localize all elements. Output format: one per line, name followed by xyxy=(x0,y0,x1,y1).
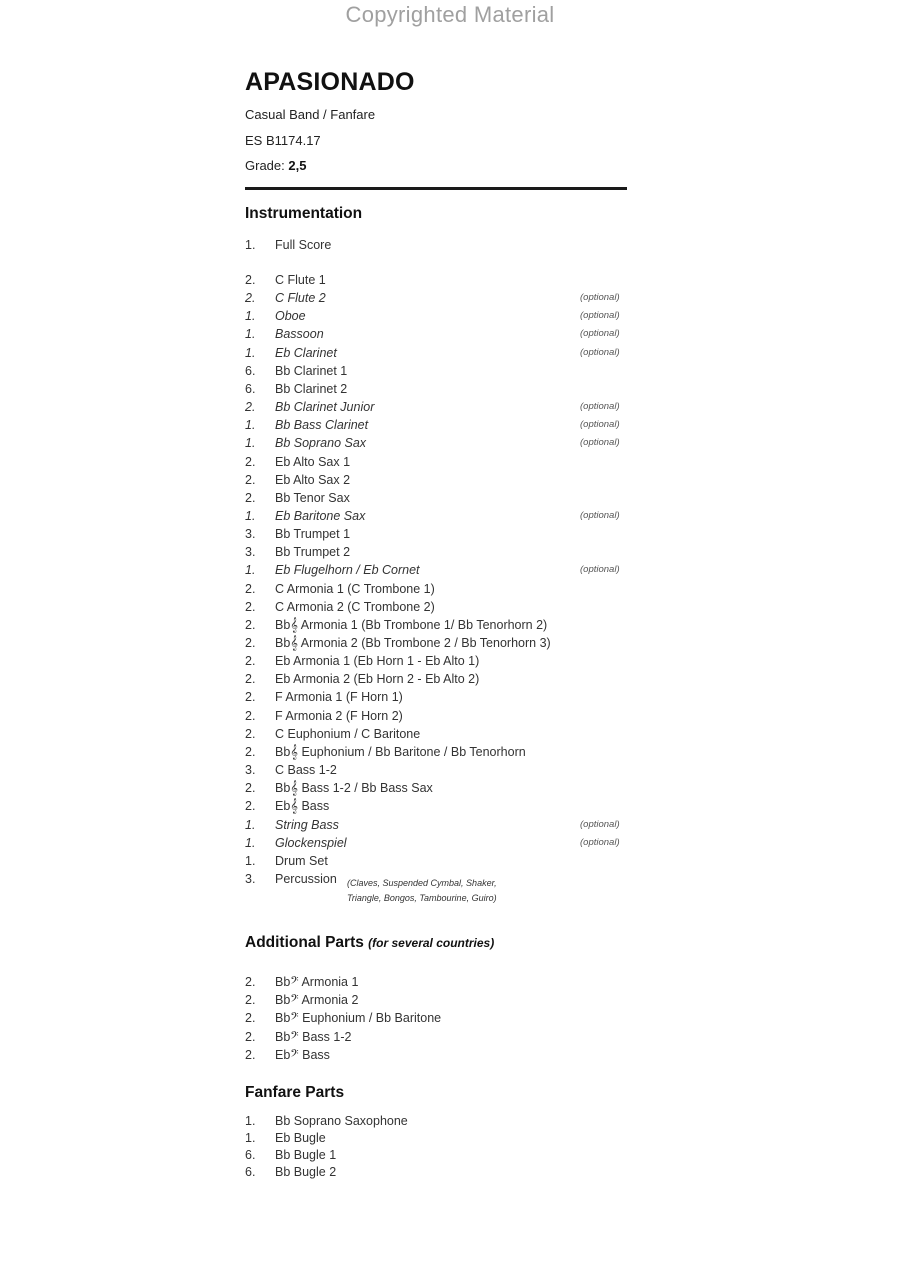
list-item xyxy=(245,652,645,670)
part-name xyxy=(275,852,328,870)
part-label: Bb Clarinet Junior xyxy=(275,400,375,415)
list-item xyxy=(245,852,645,870)
list-item xyxy=(245,362,645,380)
list-item xyxy=(245,816,645,834)
list-item xyxy=(245,434,645,452)
part-label: Euphonium / Bb Baritone / Bb Tenorhorn xyxy=(301,744,526,759)
list-item xyxy=(245,707,645,725)
part-name xyxy=(275,1163,336,1181)
optional-tag: (optional) xyxy=(580,346,620,358)
optional-tag: (optional) xyxy=(580,509,620,521)
key-prefix: Bb xyxy=(275,1029,291,1044)
part-label: Bass xyxy=(302,1047,330,1062)
part-label: Bass 1-2 xyxy=(302,1029,352,1044)
part-count: 2. xyxy=(245,1029,256,1044)
list-item xyxy=(245,616,645,634)
list-item xyxy=(245,344,645,362)
part-name xyxy=(275,761,337,779)
optional-tag: (optional) xyxy=(580,401,620,413)
additional-parts-heading xyxy=(245,934,494,952)
part-label: Bb Tenor Sax xyxy=(275,490,350,505)
treble-clef-icon: 𝄞 xyxy=(290,636,298,651)
part-name xyxy=(275,525,350,543)
part-name xyxy=(275,634,551,653)
part-count: 3. xyxy=(245,527,256,542)
part-name xyxy=(275,362,347,380)
part-label: Glockenspiel xyxy=(275,835,347,850)
part-label: Euphonium / Bb Baritone xyxy=(302,1011,442,1026)
list-item xyxy=(245,1028,645,1046)
part-name xyxy=(275,1046,330,1065)
key-prefix: Eb xyxy=(275,799,291,814)
part-name xyxy=(275,1009,441,1028)
part-label: Bb Clarinet 2 xyxy=(275,381,348,396)
part-count: 1. xyxy=(245,853,256,868)
instrumentation-heading: Instrumentation xyxy=(245,205,363,222)
part-label: Bb Soprano Sax xyxy=(275,436,367,451)
part-count: 2. xyxy=(245,1047,256,1062)
part-name xyxy=(275,797,329,816)
optional-tag: (optional) xyxy=(580,836,620,848)
part-name xyxy=(275,561,420,579)
part-count: 2. xyxy=(245,654,256,669)
list-item xyxy=(245,307,645,325)
part-name xyxy=(275,344,337,362)
list-item xyxy=(245,834,645,852)
part-count: 2. xyxy=(245,799,256,814)
part-count: 2. xyxy=(245,291,256,306)
part-label: Bb Trumpet 2 xyxy=(275,545,351,560)
part-label: Eb Clarinet xyxy=(275,345,337,360)
part-count: 2. xyxy=(245,454,256,469)
part-label: Armonia 1 xyxy=(301,975,359,989)
part-count: 2. xyxy=(245,993,256,1008)
optional-tag: (optional) xyxy=(580,292,620,304)
part-name xyxy=(275,598,435,616)
part-label: Eb Armonia 1 (Eb Horn 1 - Eb Alto 1) xyxy=(275,654,480,669)
grade-label: Grade: xyxy=(245,158,285,173)
part-label: Percussion xyxy=(275,871,337,886)
part-name xyxy=(275,616,547,635)
part-count: 2. xyxy=(245,672,256,687)
part-name xyxy=(275,991,358,1010)
key-prefix: Bb xyxy=(275,636,291,650)
part-name xyxy=(275,325,324,343)
optional-tag: (optional) xyxy=(580,437,620,449)
part-name xyxy=(275,1129,326,1147)
part-label: Oboe xyxy=(275,309,306,324)
list-item xyxy=(245,507,645,525)
list-item xyxy=(245,453,645,471)
key-prefix: Bb xyxy=(275,993,291,1008)
part-name xyxy=(275,236,331,254)
part-count: 1. xyxy=(245,1114,256,1128)
part-name xyxy=(275,1146,336,1164)
piece-title: APASIONADO xyxy=(245,68,415,96)
list-item xyxy=(245,1046,645,1064)
part-label: C Armonia 2 (C Trombone 2) xyxy=(275,599,435,614)
part-label: C Armonia 1 (C Trombone 1) xyxy=(275,581,435,596)
part-count: 1. xyxy=(245,508,256,523)
part-count: 3. xyxy=(245,545,256,560)
part-name xyxy=(275,1028,351,1047)
part-count: 3. xyxy=(245,763,256,778)
part-count: 1. xyxy=(245,563,256,578)
list-item xyxy=(245,688,645,706)
part-count: 6. xyxy=(245,1165,256,1179)
part-count: 6. xyxy=(245,363,256,378)
part-label: C Flute 1 xyxy=(275,273,326,287)
part-label: Bb Bugle 2 xyxy=(275,1165,337,1179)
part-label: Eb Flugelhorn / Eb Cornet xyxy=(275,563,420,578)
list-item xyxy=(245,525,645,543)
list-item xyxy=(245,289,645,307)
part-label: Eb Armonia 2 (Eb Horn 2 - Eb Alto 2) xyxy=(275,672,480,687)
list-item xyxy=(245,1163,645,1181)
bass-clef-icon: 𝄢 xyxy=(290,1011,299,1027)
optional-tag: (optional) xyxy=(580,818,620,830)
part-name xyxy=(275,816,339,834)
bass-clef-icon: 𝄢 xyxy=(290,1029,299,1045)
part-count: 2. xyxy=(245,744,256,759)
part-name xyxy=(275,416,368,434)
part-name xyxy=(275,973,358,992)
part-count: 1. xyxy=(245,309,256,324)
fanfare-parts-heading: Fanfare Parts xyxy=(245,1084,345,1101)
part-count: 2. xyxy=(245,690,256,705)
list-item xyxy=(245,561,645,579)
additional-parts-title: Additional Parts xyxy=(245,934,364,951)
part-count: 2. xyxy=(245,581,256,596)
part-count: 2. xyxy=(245,636,256,650)
treble-clef-icon: 𝄞 xyxy=(290,617,298,633)
bass-clef-icon: 𝄢 xyxy=(290,1047,299,1063)
list-item xyxy=(245,598,645,616)
part-name xyxy=(275,398,374,416)
part-label: F Armonia 1 (F Horn 1) xyxy=(275,690,403,705)
key-prefix: Bb xyxy=(275,975,291,989)
list-item xyxy=(245,1146,645,1164)
list-item xyxy=(245,797,645,815)
part-count: 3. xyxy=(245,871,256,886)
part-label: Eb Baritone Sax xyxy=(275,508,366,523)
part-name xyxy=(275,543,350,561)
list-item xyxy=(245,271,645,289)
part-name xyxy=(275,434,366,452)
optional-tag: (optional) xyxy=(580,328,620,340)
part-name xyxy=(275,743,526,762)
part-label: F Armonia 2 (F Horn 2) xyxy=(275,708,403,723)
part-name xyxy=(275,489,350,507)
part-label: Bb Trumpet 1 xyxy=(275,527,351,542)
part-count: 1. xyxy=(245,345,256,360)
part-label: C Flute 2 xyxy=(275,291,326,306)
part-label: C Bass 1-2 xyxy=(275,763,337,778)
ensemble-type: Casual Band / Fanfare xyxy=(245,107,376,122)
part-count: 2. xyxy=(245,490,256,505)
part-label: Bb Bugle 1 xyxy=(275,1148,337,1162)
bass-clef-icon: 𝄢 xyxy=(290,993,299,1009)
part-name xyxy=(275,453,350,471)
part-count: 2. xyxy=(245,599,256,614)
part-count: 2. xyxy=(245,617,256,632)
part-label: Eb Alto Sax 2 xyxy=(275,472,351,487)
list-item xyxy=(245,489,645,507)
list-item xyxy=(245,416,645,434)
part-name xyxy=(275,1112,408,1130)
grade-value: 2,5 xyxy=(288,158,307,173)
part-count: 6. xyxy=(245,1148,256,1162)
part-count: 2. xyxy=(245,781,256,796)
percussion-detail: Triangle, Bongos, Tambourine, Guiro) xyxy=(347,893,497,903)
part-label: Drum Set xyxy=(275,853,328,868)
list-item xyxy=(245,236,645,254)
part-count: 1. xyxy=(245,238,256,252)
part-label: Bb Soprano Saxophone xyxy=(275,1114,408,1128)
additional-parts-note: (for several countries) xyxy=(368,936,495,950)
optional-tag: (optional) xyxy=(580,310,620,322)
list-item xyxy=(245,670,645,688)
list-item xyxy=(245,1112,645,1130)
part-count: 1. xyxy=(245,835,256,850)
part-name xyxy=(275,307,306,325)
part-label: Armonia 2 xyxy=(301,993,359,1008)
list-item xyxy=(245,398,645,416)
part-name xyxy=(275,670,479,688)
part-label: Bass 1-2 / Bb Bass Sax xyxy=(301,781,433,796)
part-name xyxy=(275,652,479,670)
optional-tag: (optional) xyxy=(580,564,620,576)
part-name xyxy=(275,725,420,743)
part-count: 2. xyxy=(245,273,256,287)
part-name xyxy=(275,507,365,525)
part-count: 2. xyxy=(245,708,256,723)
part-label: Eb Bugle xyxy=(275,1131,326,1145)
catalog-number: ES B1174.17 xyxy=(245,133,321,148)
list-item xyxy=(245,991,645,1009)
bass-clef-icon: 𝄢 xyxy=(290,975,299,990)
part-count: 2. xyxy=(245,472,256,487)
part-label: Bb Clarinet 1 xyxy=(275,363,348,378)
part-name xyxy=(275,870,337,888)
part-name xyxy=(275,471,350,489)
part-count: 1. xyxy=(245,327,256,342)
list-item xyxy=(245,580,645,598)
part-name xyxy=(275,380,347,398)
part-name xyxy=(275,289,326,307)
part-label: Eb Alto Sax 1 xyxy=(275,454,351,469)
list-item xyxy=(245,973,645,991)
key-prefix: Bb xyxy=(275,744,291,759)
part-count: 1. xyxy=(245,418,256,433)
list-item xyxy=(245,1009,645,1027)
list-item xyxy=(245,761,645,779)
optional-tag: (optional) xyxy=(580,419,620,431)
key-prefix: Bb xyxy=(275,617,291,632)
part-name xyxy=(275,688,403,706)
watermark: Copyrighted Material xyxy=(345,2,555,27)
title-divider xyxy=(245,187,627,190)
key-prefix: Eb xyxy=(275,1047,291,1062)
part-label: Bb Bass Clarinet xyxy=(275,418,369,433)
grade xyxy=(245,158,306,173)
list-item xyxy=(245,1129,645,1147)
list-item xyxy=(245,725,645,743)
key-prefix: Bb xyxy=(275,781,291,796)
part-label: String Bass xyxy=(275,817,339,832)
part-count: 2. xyxy=(245,726,256,741)
part-label: Armonia 2 (Bb Trombone 2 / Bb Tenorhorn 3) xyxy=(300,636,551,650)
part-count: 2. xyxy=(245,1011,256,1026)
part-count: 1. xyxy=(245,817,256,832)
percussion-detail: (Claves, Suspended Cymbal, Shaker, xyxy=(347,878,497,888)
list-item xyxy=(245,471,645,489)
part-label: Full Score xyxy=(275,238,332,252)
part-count: 2. xyxy=(245,400,256,415)
treble-clef-icon: 𝄞 xyxy=(290,799,298,815)
treble-clef-icon: 𝄞 xyxy=(290,744,298,760)
part-label: Bassoon xyxy=(275,327,324,342)
list-item xyxy=(245,779,645,797)
part-label: C Euphonium / C Baritone xyxy=(275,726,421,741)
part-count: 6. xyxy=(245,381,256,396)
part-count: 1. xyxy=(245,436,256,451)
key-prefix: Bb xyxy=(275,1011,291,1026)
part-label: Bass xyxy=(301,799,330,814)
list-item xyxy=(245,634,645,652)
part-name xyxy=(275,271,326,289)
part-name xyxy=(275,779,433,798)
part-name xyxy=(275,580,435,598)
part-label: Armonia 1 (Bb Trombone 1/ Bb Tenorhorn 2) xyxy=(300,617,548,632)
part-name xyxy=(275,834,347,852)
list-item xyxy=(245,325,645,343)
part-count: 2. xyxy=(245,975,256,989)
part-count: 1. xyxy=(245,1131,256,1145)
list-item xyxy=(245,743,645,761)
treble-clef-icon: 𝄞 xyxy=(290,781,298,797)
part-name xyxy=(275,707,403,725)
list-item xyxy=(245,380,645,398)
list-item xyxy=(245,543,645,561)
